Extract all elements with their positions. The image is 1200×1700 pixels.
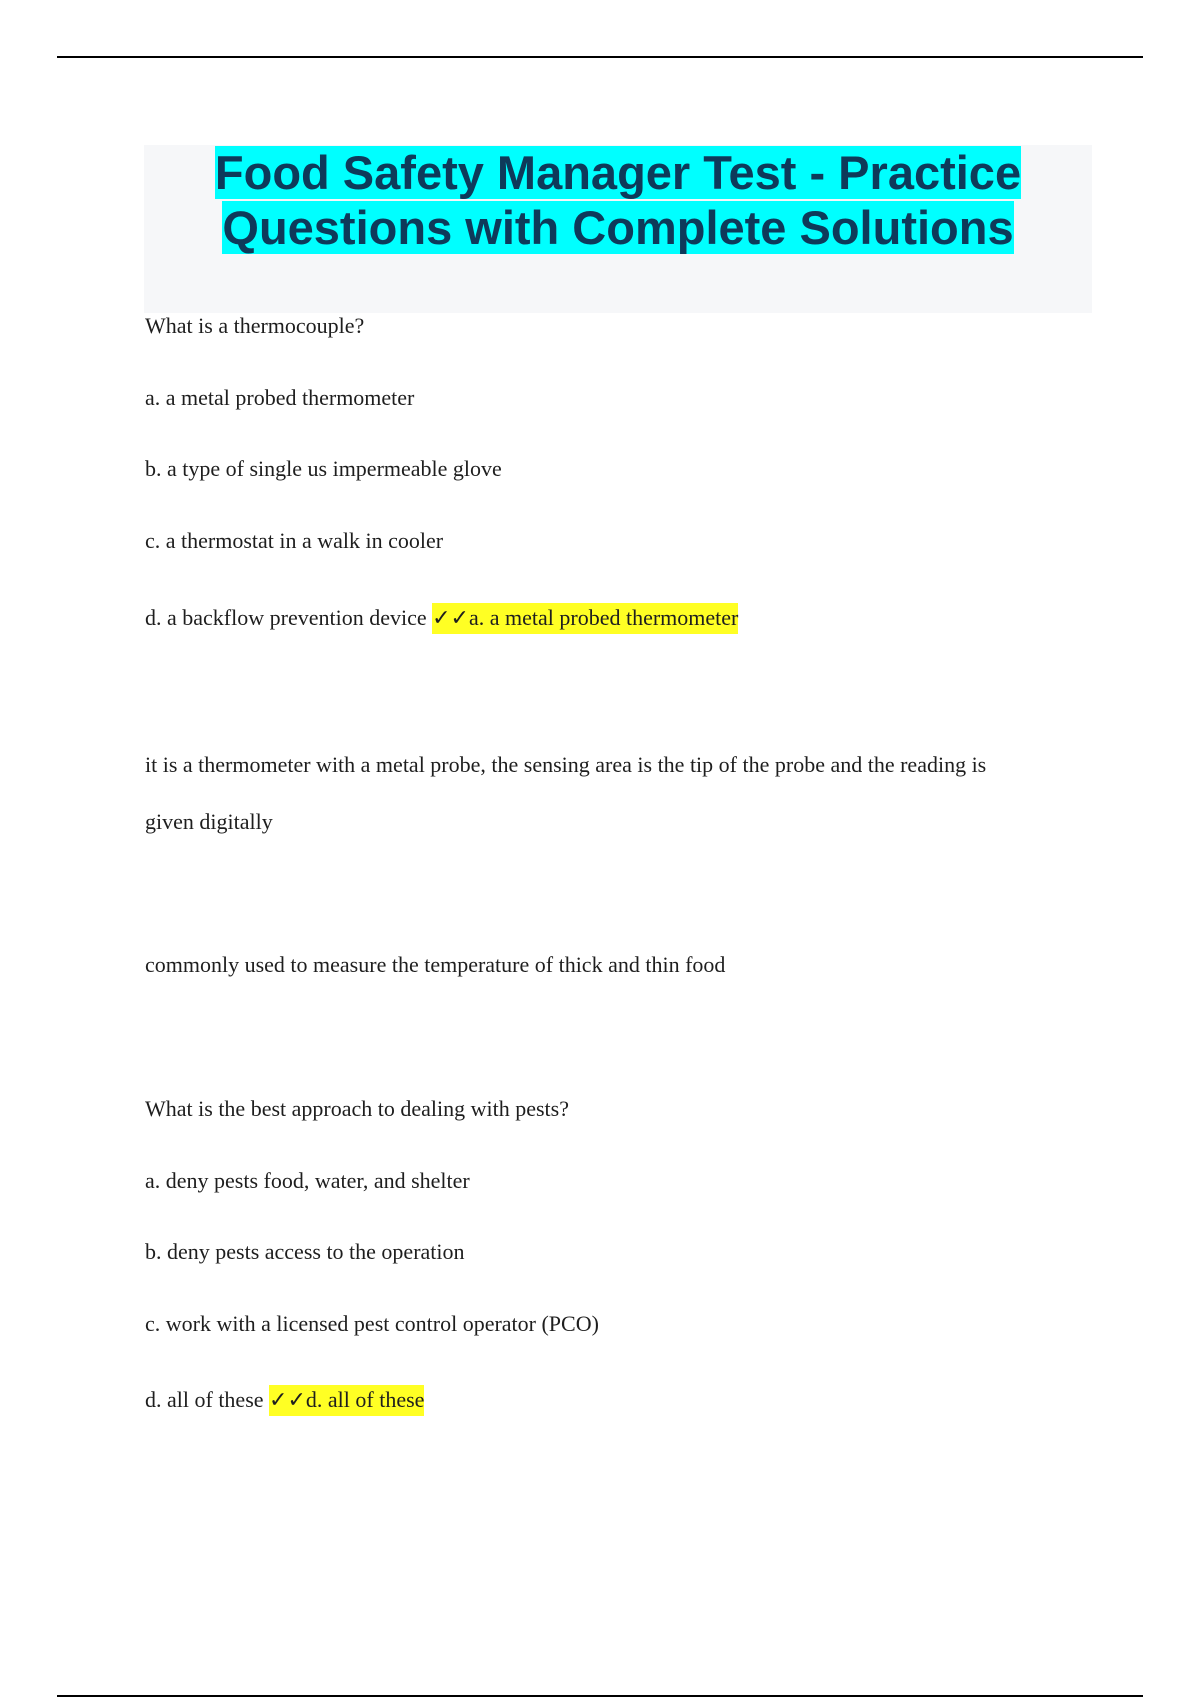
question-2-option-d-row [145, 1385, 424, 1416]
question-1-option-a: a. a metal probed thermometer [145, 385, 415, 410]
question-1-option-d: d. a backflow prevention device [145, 605, 427, 630]
double-check-icon: ✓✓ [432, 606, 469, 631]
double-check-icon: ✓✓ [269, 1388, 306, 1413]
question-1-text: What is a thermocouple? [145, 313, 365, 338]
title-line-1: Food Safety Manager Test - Practice [214, 146, 1022, 199]
question-1-answer-text: a. a metal probed thermometer [468, 605, 739, 630]
question-1-option-d-row [145, 603, 738, 634]
question-1-explanation-line-1: it is a thermometer with a metal probe, the sensing area is the tip of the probe and the reading is [145, 752, 987, 777]
question-2-option-d: d. all of these [145, 1387, 264, 1412]
question-2-answer-text: d. all of these [305, 1387, 425, 1412]
question-2-text: What is the best approach to dealing with pests? [145, 1096, 569, 1121]
question-2-option-a: a. deny pests food, water, and shelter [145, 1168, 470, 1193]
document-title [144, 145, 1092, 255]
header-rule [57, 56, 1143, 58]
question-2-option-c: c. work with a licensed pest control operator (PCO) [145, 1311, 599, 1336]
question-2-answer [269, 1385, 424, 1416]
footer-rule [57, 1695, 1143, 1697]
title-line-2: Questions with Complete Solutions [222, 201, 1014, 254]
question-1-option-b: b. a type of single us impermeable glove [145, 456, 502, 481]
question-1-explanation-line-3: commonly used to measure the temperature of thick and thin food [145, 952, 726, 977]
question-1-answer [432, 603, 738, 634]
question-1-option-c: c. a thermostat in a walk in cooler [145, 528, 444, 553]
question-2-option-b: b. deny pests access to the operation [145, 1239, 465, 1264]
question-1-explanation-line-2: given digitally [145, 809, 273, 834]
title-banner [144, 145, 1092, 313]
